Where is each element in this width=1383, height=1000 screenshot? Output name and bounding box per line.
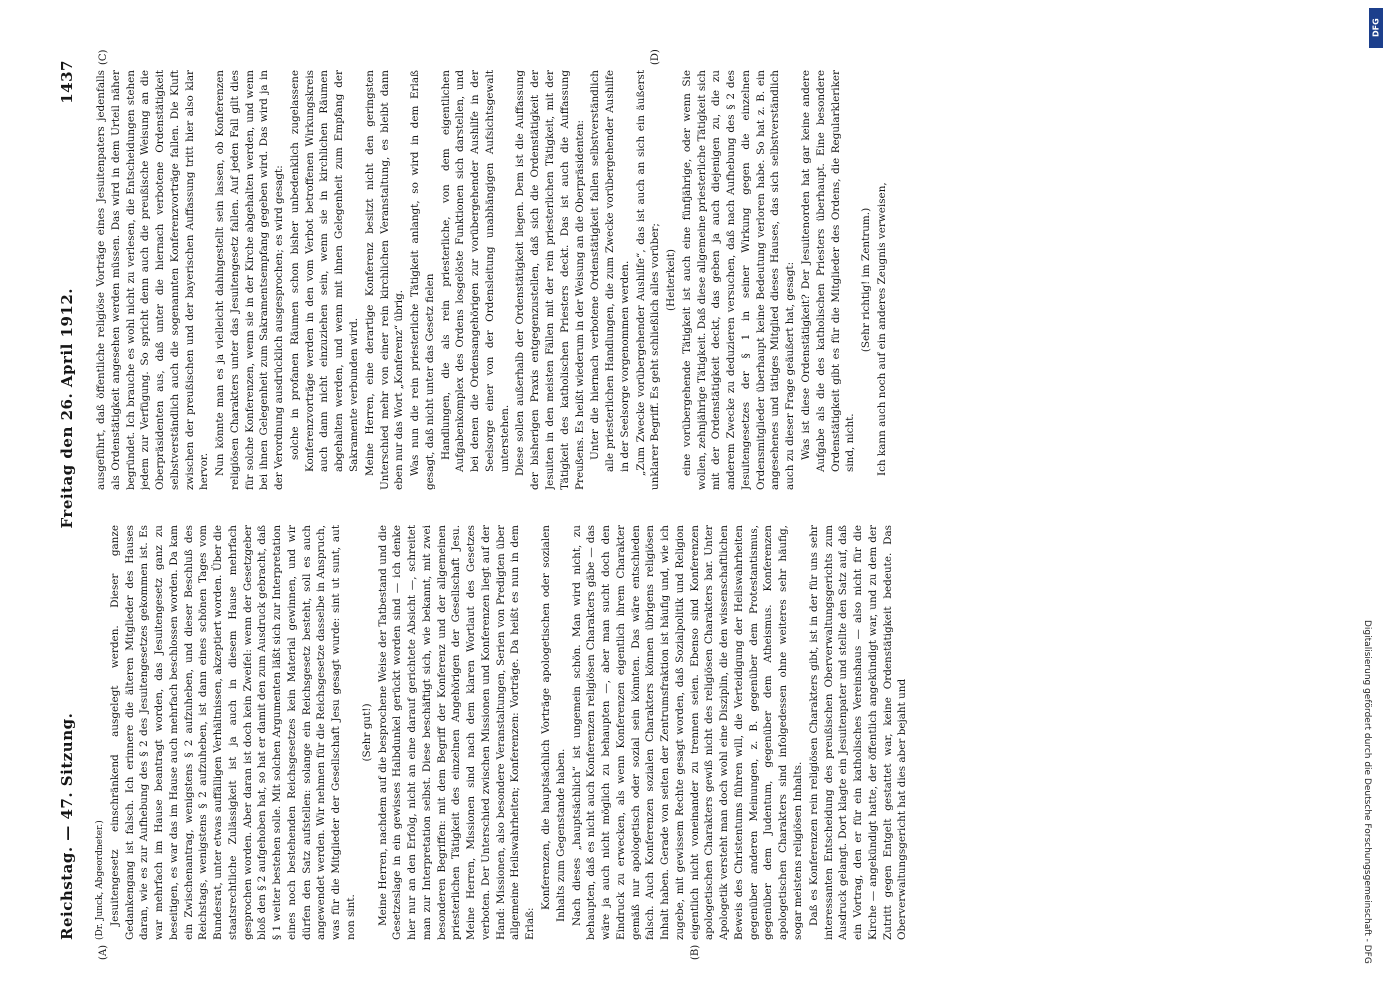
- paragraph: „Zum Zwecke vorübergehender Aushilfe“, das ist auch an sich ein äußerst unklarer Begriff. Es geht schließlich alles vorüber;: [634, 70, 662, 490]
- paragraph: ausgeführt, daß öffentliche religiöse Vorträge eines Jesuitenpaters jedenfalls als Ordenstätigkeit angesehen werden müssen. Das wird in dem Urteil näher begründet. Ich brauche es wohl nicht zu verlesen, die Entscheidungen stehen jedem zur Verfügung. So spricht denn auch die preußische Weisung an die Oberpräsidenten aus, daß unter die hiernach verbotene Ordenstätigkeit selbstverständlich auch die sogenannten Konferenzvorträge fallen. Die Kluft zwischen der preußischen und der bayerischen Auffassung tritt hier also klar hervor.: [95, 70, 211, 490]
- paragraph: Ich kann auch noch auf ein anderes Zeugnis verweisen,: [875, 182, 888, 476]
- interjection: (Sehr richtig! im Zentrum.): [860, 207, 873, 353]
- text-column-left: [94, 525, 1354, 940]
- dfg-logo: DFG: [1369, 8, 1383, 48]
- header-left: Reichstag. — 47. Sitzung.: [58, 712, 76, 940]
- margin-mark-d: (D): [650, 49, 661, 65]
- quotation: Unter die hiernach verbotene Ordenstätigkeit fallen selbstverständlich alle priesterlichen Handlungen, die zum Zwecke vorübergehender Aushilfe in der Seelsorge vorgenommen werden.: [589, 70, 631, 472]
- quotation: solche in profanen Räumen schon bisher unbedenklich zugelassene Konferenzvorträge werden in den vom Verbot betroffenen Wirkungskreis auch dann nicht einzuziehen sein, wenn sie in kirchlichen Räumen abgehalten werden, und wenn mit ihnen Gelegenheit zum Empfang der Sakramente verbunden wird.: [288, 70, 361, 472]
- quotation: Konferenzen, die hauptsächlich Vorträge apologetischen oder sozialen Inhalts zum Gegenstande haben.: [539, 525, 567, 922]
- paragraph: Nun könnte man es ja vielleicht dahingestellt sein lassen, ob Konferenzen religiösen Charakters unter das Jesuitengesetz fallen. Auf jeden Fall gilt dies für solche Konferenzen, wenn sie in der Kirche abgehalten werden, und wenn bei ihnen Gelegenheit zum Sakramentsempfang gegeben wird. Das wird ja in der Verordnung ausdrücklich ausgesprochen; es wird gesagt:: [214, 70, 286, 490]
- quotation: Handlungen, die als rein priesterliche, von dem eigentlichen Aufgabenkomplex des Ordens losgelöste Funktionen sich darstellen, und bei denen die Ordensangehörigen zur vorübergehender Aushilfe in der Seelsorge einer von der Ordensleitung unabhängigen Aufsichtsgewalt unterstehen.: [439, 70, 511, 472]
- paragraph: Meine Herren, eine derartige Konferenz besitzt nicht den geringsten Unterschied mehr von einer rein kirchlichen Veranstaltung, es bleibt dann eben nur das Wort „Konferenz“ übrig.: [363, 70, 406, 490]
- text-column-right: [94, 70, 1354, 490]
- paragraph: Diese sollen außerhalb der Ordenstätigkeit liegen. Dem ist die Auffassung der bisherigen Praxis entgegenzustellen, daß sich die Ordenstätigkeit der Jesuiten in den meisten Fällen mit der rein priesterlichen Tätigkeit, mit der Tätigkeit des katholischen Priesters deckt. Das ist auch die Auffassung Preußens. Es heißt wiederum in der Weisung an die Oberpräsidenten:: [514, 70, 586, 490]
- paragraph: Daß es Konferenzen rein religiösen Charakters gibt, ist in der für uns sehr interessanten Entscheidung des preußischen Oberverwaltungsgerichts zum Ausdruck gelangt. Dort klagte ein Jesuitenpater und stellte den Satz auf, daß ein Vortrag, den er für ein katholisches Vereinshaus — also nicht für die Kirche — angekündigt hatte, der öffentlich angekündigt war, und zu dem der Zutritt gegen Entgelt gestattet war, keine Ordenstätigkeit bedeute. Das Oberverwaltungsgericht hat dies aber bejaht und: [807, 525, 909, 940]
- margin-mark-c: (C): [98, 49, 109, 65]
- margin-mark-b: (B): [690, 944, 701, 960]
- margin-mark-a: (A): [98, 944, 109, 960]
- paragraph: Meine Herren, nachdem auf die besprochene Weise der Tatbestand und die Gesetzeslage in ein gewisses Halbdunkel gerückt worden sind — ich denke hier nur an den Erfolg, nicht an eine darauf gerichtete Absicht —, schreitet man zur Interpretation selbst. Diese beschäftigt sich, wie bekannt, mit zwei besonderen Begriffen: mit dem Begriff der Konferenz und der allgemeinen priesterlichen Tätigkeit des einzelnen Angehörigen der Gesellschaft Jesu. Meine Herren, Missionen sind nach dem klaren Wortlaut des Gesetzes verboten. Der Unterschied zwischen Missionen und Konferenzen liegt auf der Hand: Missionen, also besondere Veranstaltungen, Serien von Predigten über allgemeine Heilswahrheiten; Konferenzen: Vorträge. Da heißt es nun in dem Erlaß:: [376, 525, 537, 940]
- header-date: Freitag den 26. April 1912.: [58, 287, 76, 529]
- interjection: (Sehr gut!): [360, 703, 373, 762]
- paragraph: Was nun die rein priesterliche Tätigkeit anlangt, so wird in dem Erlaß gesagt, daß nicht unter das Gesetz fielen: [409, 70, 436, 490]
- scanned-page: [50, 40, 1360, 960]
- paragraph: Jesuitengesetz einschränkend ausgelegt werden. Dieser ganze Gedankengang ist falsch. Ich erinnere die älteren Mitglieder des Hauses daran, wie es zur Aufhebung des § 2 des Jesuitengesetzes gekommen ist. Es war mehrfach im Hause beantragt worden, das Jesuitengesetz ganz zu beseitigen, es war das im Hause auch mehrfach beschlossen worden. Da kam ein Zwischenantrag, wenigstens § 2 aufzuheben, und dieser Beschluß des Reichstags, wenigstens § 2 aufzuheben, ist dann eines schönen Tages vom Bundesrat, unter etwas auffälligen Verhältnissen, akzeptiert worden. Über die staatsrechtliche Zulässigkeit ist ja auch in diesem Hause mehrfach gesprochen worden. Aber daran ist doch kein Zweifel: wenn der Gesetzgeber bloß den § 2 aufgehoben hat, so hat er damit den zum Ausdruck gebracht, daß § 1 weiter bestehen solle. Mit solchen Argumenten läßt sich zur Interpretation eines noch bestehenden Reichsgesetzes kein Material gewinnen, und wir dürfen den Satz aufstellen: solange ein Reichsgesetz besteht, soll es auch angewendet werden. Wir nehmen für die Reichsgesetze dasselbe in Anspruch, was für die Mitglieder der Gesellschaft Jesu gesagt wurde: sint ut sunt, aut non sint.: [108, 525, 358, 940]
- digitization-notice: Digitalisierung gefördert durch die Deutsche Forschungsgemeinschaft - DFG: [1362, 620, 1372, 964]
- paragraph: eine vorübergehende Tätigkeit ist auch eine fünfjährige, oder wenn Sie wollen, zehnjährige Tätigkeit. Daß diese allgemeine priesterliche Tätigkeit sich mit der Ordenstätigkeit deckt, das geben ja auch diejenigen zu, die zu anderem Zwecke zu deduzieren versuchen, daß nach Aufhebung des § 2 des Jesuitengesetzes der § 1 in seiner Wirkung gegen die einzelnen Ordensmitglieder überhaupt keine Bedeutung verloren habe. So hat z. B. ein angesehenes und tätiges Mitglied dieses Hauses, das sich selbstverständlich auch zu dieser Frage geäußert hat, gesagt:: [680, 70, 797, 490]
- paragraph: Nach dieses „hauptsächlich“ ist ungemein schön. Man wird nicht, zu behaupten, daß es nicht auch Konferenzen religiösen Charakters gäbe — das wäre ja auch nicht möglich zu behaupten —, aber man sucht doch den Eindruck zu erwecken, als wenn Konferenzen eigentlich ihrem Charakter gemäß nur apologetisch oder sozial sein könnten. Das wäre entschieden falsch. Auch Konferenzen sozialen Charakters können übrigens religiösen Inhalt haben. Gerade von seiten der Zentrumsfraktion ist häufig und, wie ich zugebe, mit gewissem Rechte gesagt worden, daß Sozialpolitik und Religion eigentlich nicht voneinander zu trennen seien. Ebenso sind Konferenzen apologetischen Charakters gewiß nicht des religiösen Charakters bar. Unter Apologetik versteht man doch wohl eine Disziplin, die den wissenschaftlichen Beweis des Christentums führen will, die Verteidigung der Heilswahrheiten gegenüber anderen Meinungen, z. B. gegenüber dem Protestantismus, gegenüber dem Judentum, gegenüber dem Atheismus. Konferenzen apologetischen Charakters sind infolgedessen ohne weiteres sehr häufig, sogar meistens religiösen Inhalts.: [570, 525, 804, 940]
- interjection: (Heiterkeit): [665, 249, 678, 311]
- quotation: Was ist diese Ordenstätigkeit? Der Jesuitenorden hat gar keine andere Aufgabe als die des katholischen Priesters überhaupt. Eine besondere Ordenstätigkeit gibt es für die Mitglieder des Ordens, die Regularkleriker sind, nicht.: [799, 70, 857, 472]
- speaker-line: (Dr. Junck, Abgeordneter.): [95, 820, 105, 940]
- running-header: [58, 60, 88, 940]
- page-number: 1437: [58, 60, 76, 104]
